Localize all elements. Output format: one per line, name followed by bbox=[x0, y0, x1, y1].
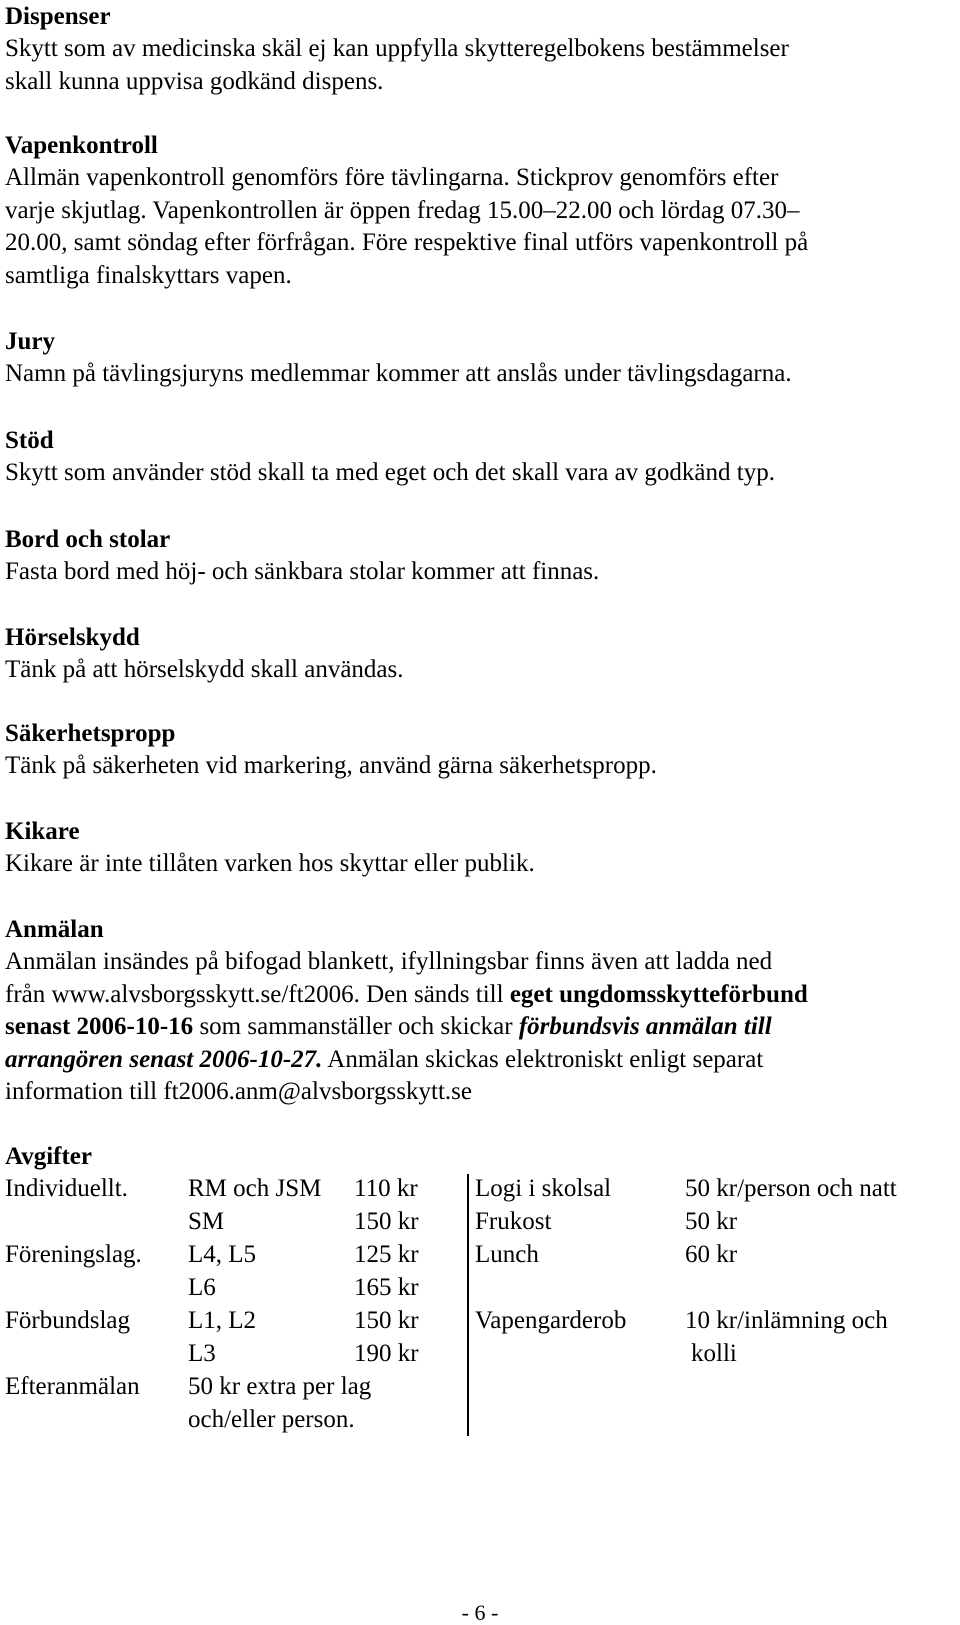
bold-italic-text: arrangören senast 2006-10-27. bbox=[5, 1045, 323, 1073]
fee-class: L6 bbox=[188, 1274, 216, 1301]
bold-text: eget ungdomsskytteförbund bbox=[509, 980, 808, 1008]
text-run: som sammanställer och skickar bbox=[193, 1013, 519, 1040]
service-price: 50 kr/person och natt bbox=[685, 1175, 897, 1202]
section-heading: Dispenser bbox=[5, 3, 111, 30]
fee-amount: 110 kr bbox=[354, 1175, 418, 1202]
section-text-line bbox=[5, 1011, 808, 1044]
service-item: Vapengarderob bbox=[475, 1307, 627, 1334]
section-text-line: Kikare är inte tillåten varken hos skyttar eller publik. bbox=[5, 850, 535, 877]
service-price: kolli bbox=[691, 1340, 737, 1367]
fee-category-label: Individuellt. bbox=[5, 1175, 128, 1202]
section-anmalan bbox=[5, 913, 808, 1109]
section-text-line: samtliga finalskyttars vapen. bbox=[5, 261, 292, 289]
section-heading: Jury bbox=[5, 328, 55, 355]
late-fee-text: och/eller person. bbox=[188, 1406, 355, 1433]
section-text-line: Skytt som använder stöd skall ta med eget och det skall vara av godkänd typ. bbox=[5, 459, 775, 486]
section-heading: Anmälan bbox=[5, 916, 104, 943]
section-text-line: varje skjutlag. Vapenkontrollen är öppen fredag 15.00–22.00 och lördag 07.30– bbox=[5, 196, 800, 224]
fee-amount: 150 kr bbox=[354, 1307, 419, 1334]
section-bord-och-stolar bbox=[5, 523, 599, 589]
section-text-line bbox=[5, 1044, 808, 1077]
fee-category-label: Föreningslag. bbox=[5, 1241, 142, 1268]
section-heading: Säkerhetspropp bbox=[5, 720, 176, 747]
section-text-line: Tänk på att hörselskydd skall användas. bbox=[5, 656, 404, 683]
fee-class: L1, L2 bbox=[188, 1307, 257, 1334]
fee-class: RM och JSM bbox=[188, 1175, 322, 1202]
section-heading: Kikare bbox=[5, 818, 80, 845]
section-stod bbox=[5, 424, 775, 490]
bold-text: senast 2006-10-16 bbox=[5, 1013, 194, 1040]
fee-class: L4, L5 bbox=[188, 1241, 257, 1268]
section-heading: Bord och stolar bbox=[5, 526, 171, 553]
section-text-line: Namn på tävlingsjuryns medlemmar kommer att anslås under tävlingsdagarna. bbox=[5, 360, 792, 387]
fees-table bbox=[5, 1143, 955, 1490]
section-dispenser bbox=[5, 0, 789, 98]
section-text-line: Tänk på säkerheten vid markering, använd gärna säkerhetspropp. bbox=[5, 752, 657, 779]
section-text-line: information till ft2006.anm@alvsborgsskytt.se bbox=[5, 1078, 472, 1105]
section-text-line bbox=[5, 979, 808, 1012]
section-text-line: Allmän vapenkontroll genomförs före tävlingarna. Stickprov genomförs efter bbox=[5, 164, 779, 191]
fee-amount: 125 kr bbox=[354, 1241, 419, 1268]
fee-category-label: Efteranmälan bbox=[5, 1373, 140, 1400]
text-run: från www.alvsborgsskytt.se/ft2006. Den sänds till bbox=[5, 980, 510, 1008]
table-divider bbox=[467, 1174, 469, 1436]
fee-class: L3 bbox=[188, 1340, 216, 1367]
section-heading: Vapenkontroll bbox=[5, 132, 158, 159]
section-text-line: Anmälan insändes på bifogad blankett, ifyllningsbar finns även att ladda ned bbox=[5, 948, 773, 975]
service-price: 60 kr bbox=[685, 1241, 738, 1268]
bold-italic-text: förbundsvis anmälan till bbox=[518, 1013, 772, 1040]
fee-amount: 150 kr bbox=[354, 1208, 419, 1235]
fee-class: SM bbox=[188, 1208, 225, 1235]
section-vapenkontroll bbox=[5, 129, 808, 292]
section-jury bbox=[5, 325, 792, 391]
section-text-line: Fasta bord med höj- och sänkbara stolar kommer att finnas. bbox=[5, 558, 600, 585]
page-number: - 6 - bbox=[461, 1600, 499, 1625]
section-sakerhetspropp bbox=[5, 717, 657, 783]
section-horselskydd bbox=[5, 621, 404, 687]
service-price: 10 kr/inlämning och bbox=[685, 1307, 888, 1334]
section-text-line: skall kunna uppvisa godkänd dispens. bbox=[5, 67, 384, 95]
section-kikare bbox=[5, 815, 535, 881]
fee-amount: 165 kr bbox=[354, 1274, 419, 1301]
section-heading: Hörselskydd bbox=[5, 624, 140, 651]
fees-heading: Avgifter bbox=[5, 1143, 92, 1170]
service-item: Lunch bbox=[475, 1241, 539, 1268]
fee-category-label: Förbundslag bbox=[5, 1307, 130, 1334]
section-text-line: 20.00, samt söndag efter förfrågan. Före respektive final utförs vapenkontroll på bbox=[5, 229, 809, 256]
fee-amount: 190 kr bbox=[354, 1340, 419, 1367]
section-heading: Stöd bbox=[5, 427, 54, 454]
service-item: Logi i skolsal bbox=[475, 1175, 612, 1202]
service-item: Frukost bbox=[475, 1208, 552, 1235]
text-run: Anmälan skickas elektroniskt enligt separat bbox=[322, 1045, 764, 1073]
late-fee-text: 50 kr extra per lag bbox=[188, 1373, 372, 1400]
service-price: 50 kr bbox=[685, 1208, 738, 1235]
section-text-line: Skytt som av medicinska skäl ej kan uppfylla skytteregelbokens bestämmelser bbox=[5, 35, 789, 62]
